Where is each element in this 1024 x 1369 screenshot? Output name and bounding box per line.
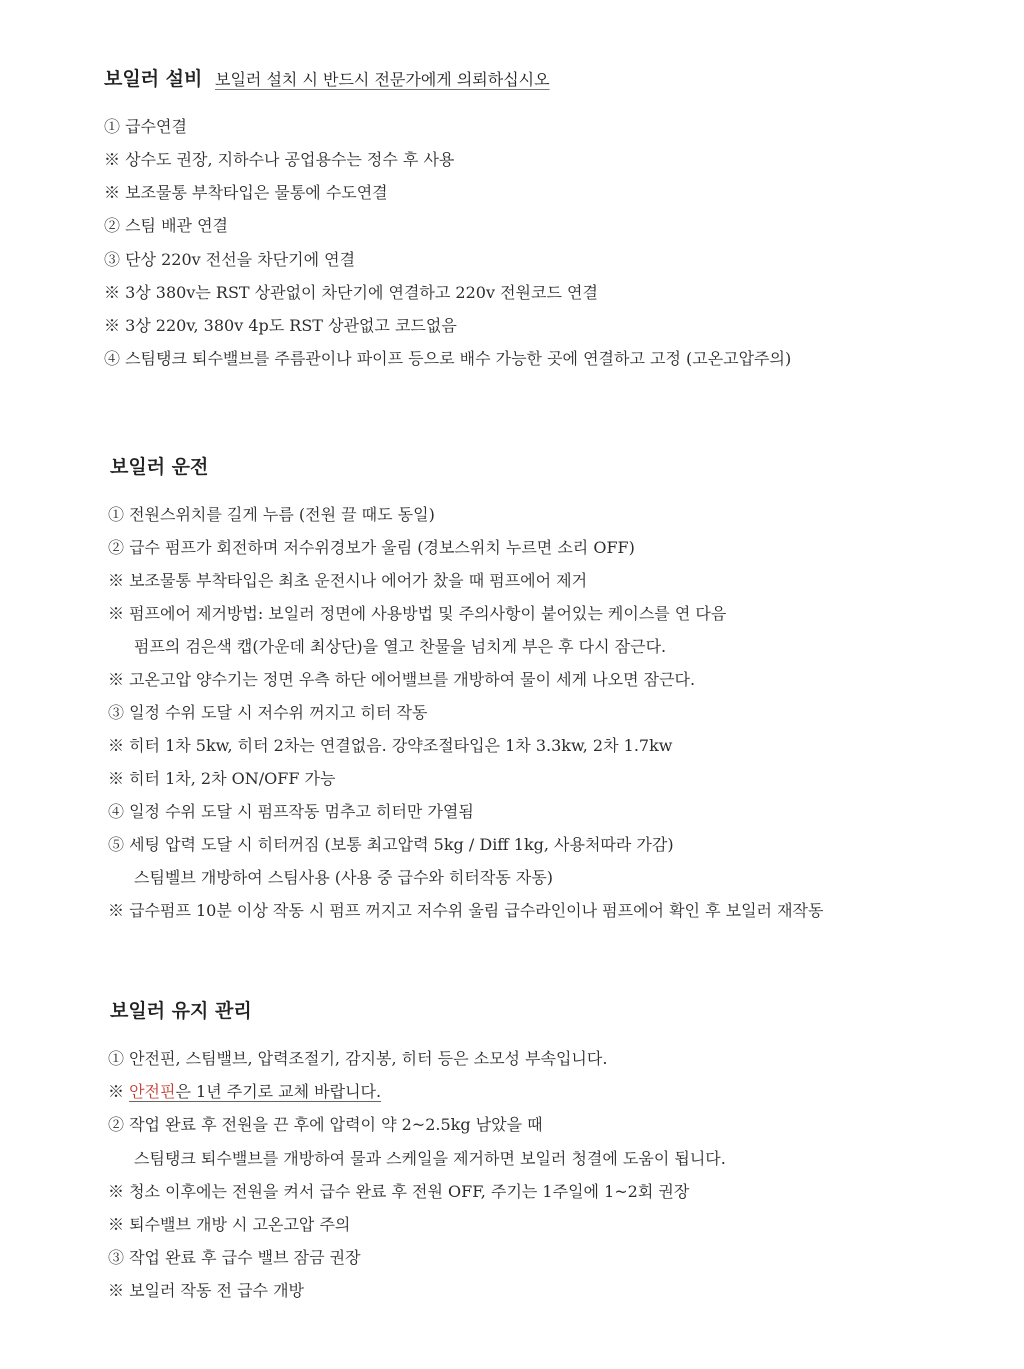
install-subtitle: 보일러 설치 시 반드시 전문가에게 의뢰하십시오 — [215, 70, 550, 89]
operation-line: ③ 일정 수위 도달 시 저수위 꺼지고 히터 작동 — [108, 703, 428, 722]
maintenance-line: ③ 작업 완료 후 급수 밸브 잠금 권장 — [108, 1248, 361, 1267]
operation-line: ① 전원스위치를 길게 누름 (전원 끌 때도 동일) — [108, 505, 435, 524]
install-line: ④ 스팀탱크 퇴수밸브를 주름관이나 파이프 등으로 배수 가능한 곳에 연결하고 고정 (고온고압주의) — [104, 349, 792, 368]
maintenance-line: ※ 청소 이후에는 전원을 켜서 급수 완료 후 전원 OFF, 주기는 1주일에 1~2회 권장 — [108, 1182, 690, 1201]
note-mark: ※ — [108, 1082, 130, 1101]
operation-line: ② 급수 펌프가 회전하며 저수위경보가 울림 (경보스위치 누르면 소리 OFF) — [108, 538, 635, 557]
install-line: ② 스팀 배관 연결 — [104, 216, 228, 235]
install-line: ※ 보조물통 부착타입은 물통에 수도연결 — [104, 183, 388, 202]
maintenance-line: 스팀탱크 퇴수밸브를 개방하여 물과 스케일을 제거하면 보일러 청결에 도움이 됩니다. — [134, 1149, 726, 1168]
operation-line: ※ 히터 1차, 2차 ON/OFF 가능 — [108, 769, 336, 788]
operation-line: 스팀벨브 개방하여 스팀사용 (사용 중 급수와 히터작동 자동) — [134, 868, 554, 887]
operation-line: ④ 일정 수위 도달 시 펌프작동 멈추고 히터만 가열됨 — [108, 802, 474, 821]
operation-line: ※ 급수펌프 10분 이상 작동 시 펌프 꺼지고 저수위 울림 급수라인이나 펌프에어 확인 후 보일러 재작동 — [108, 901, 824, 920]
install-title: 보일러 설비 — [104, 68, 203, 90]
maintenance-line — [108, 1081, 381, 1103]
install-line: ※ 상수도 권장, 지하수나 공업용수는 정수 후 사용 — [104, 150, 455, 169]
operation-line: 펌프의 검은색 캡(가운데 최상단)을 열고 찬물을 넘치게 부은 후 다시 잠근다. — [134, 637, 667, 656]
operation-heading: 보일러 운전 — [110, 456, 209, 478]
operation-line: ※ 보조물통 부착타입은 최초 운전시나 에어가 찼을 때 펌프에어 제거 — [108, 571, 588, 590]
operation-line: ※ 히터 1차 5kw, 히터 2차는 연결없음. 강약조절타입은 1차 3.3kw, 2차 1.7kw — [108, 736, 673, 755]
operation-line: ※ 펌프에어 제거방법: 보일러 정면에 사용방법 및 주의사항이 붙어있는 케이스를 연 다음 — [108, 604, 727, 623]
install-line: ③ 단상 220v 전선을 차단기에 연결 — [104, 250, 356, 269]
maintenance-line: ※ 보일러 작동 전 급수 개방 — [108, 1281, 304, 1300]
operation-line: ⑤ 세팅 압력 도달 시 히터꺼짐 (보통 최고압력 5kg / Diff 1kg, 사용처따라 가감) — [108, 835, 674, 854]
safety-pin-text: 안전핀 — [129, 1082, 176, 1101]
install-line: ※ 3상 220v, 380v 4p도 RST 상관없고 코드없음 — [104, 316, 457, 335]
install-line: ※ 3상 380v는 RST 상관없이 차단기에 연결하고 220v 전원코드 연결 — [104, 283, 598, 302]
install-heading — [104, 64, 550, 91]
maintenance-line: ② 작업 완료 후 전원을 끈 후에 압력이 약 2~2.5kg 남았을 때 — [108, 1115, 543, 1134]
replacement-note: 은 1년 주기로 교체 바랍니다. — [175, 1082, 382, 1101]
maintenance-line: ※ 퇴수밸브 개방 시 고온고압 주의 — [108, 1215, 351, 1234]
install-line: ① 급수연결 — [104, 117, 187, 136]
operation-line: ※ 고온고압 양수기는 정면 우측 하단 에어밸브를 개방하여 물이 세게 나오면 잠근다. — [108, 670, 696, 689]
maintenance-line: ① 안전핀, 스팀밸브, 압력조절기, 감지봉, 히터 등은 소모성 부속입니다. — [108, 1049, 608, 1068]
maintenance-heading: 보일러 유지 관리 — [110, 1000, 252, 1022]
